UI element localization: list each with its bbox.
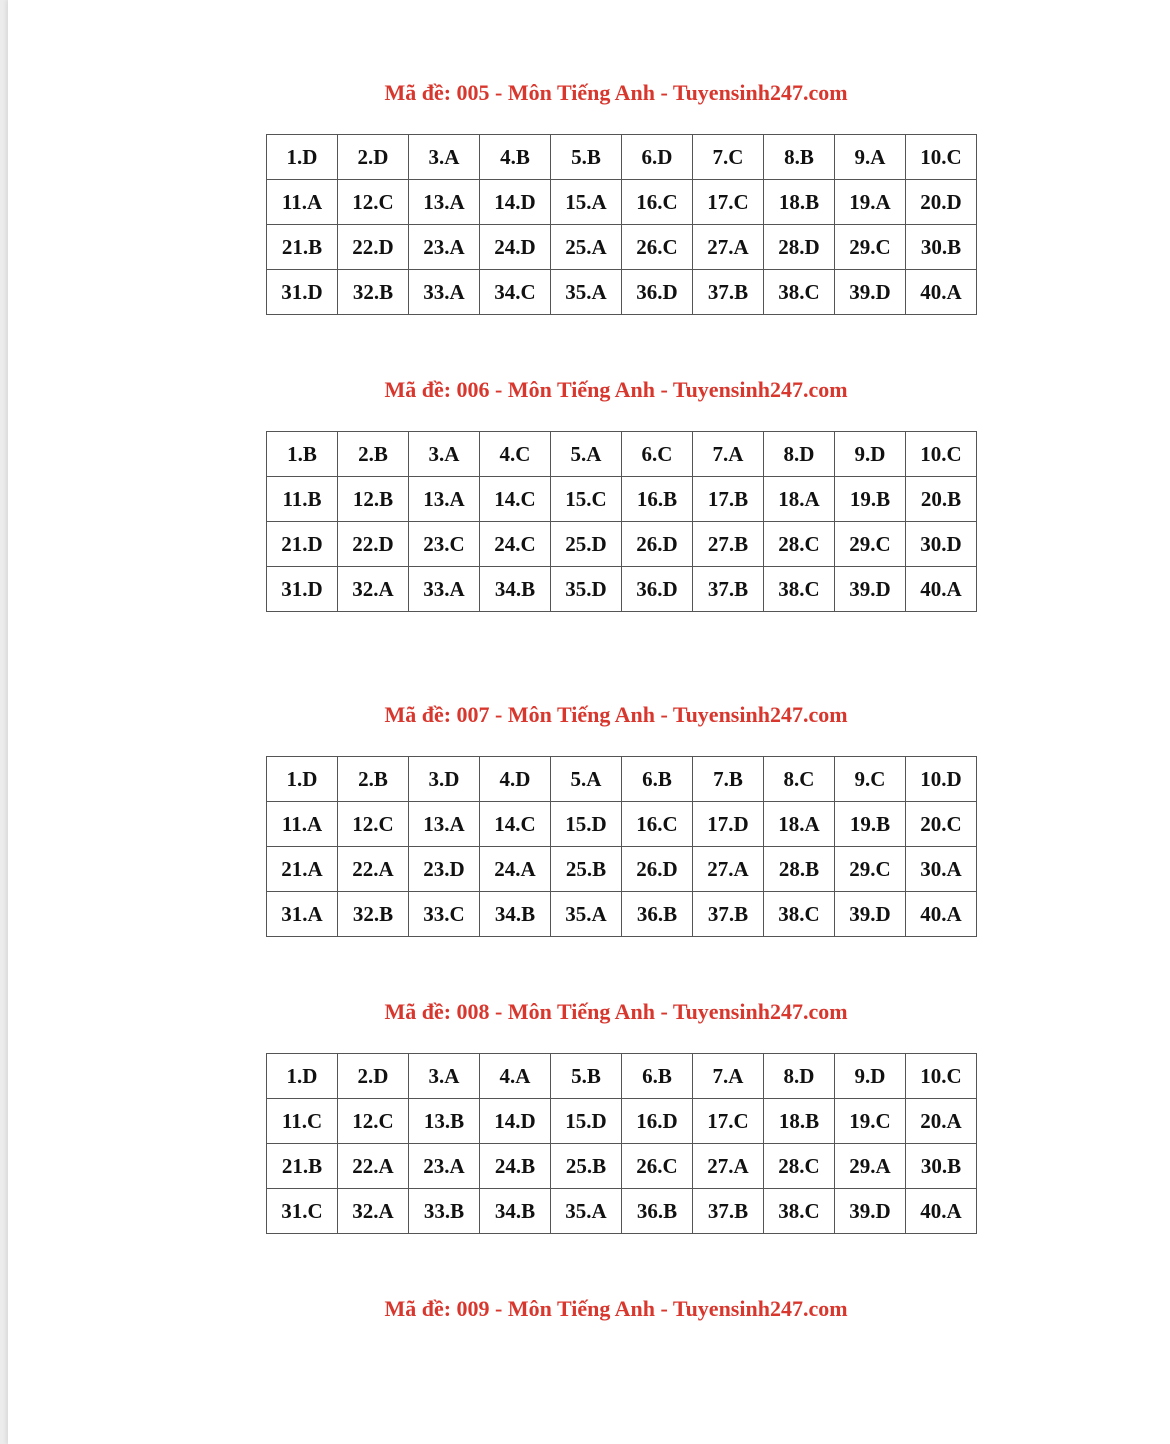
answer-cell: 22.D [338, 225, 409, 270]
answer-cell: 32.B [338, 892, 409, 937]
answer-cell: 23.A [409, 1144, 480, 1189]
answer-cell: 36.D [622, 270, 693, 315]
answer-cell: 6.C [622, 432, 693, 477]
answer-cell: 38.C [764, 1189, 835, 1234]
answer-cell: 2.B [338, 432, 409, 477]
answer-cell: 8.B [764, 135, 835, 180]
answer-cell: 3.A [409, 432, 480, 477]
answer-cell: 26.C [622, 1144, 693, 1189]
answer-cell: 7.B [693, 757, 764, 802]
answer-cell: 28.D [764, 225, 835, 270]
answer-cell: 20.D [906, 180, 977, 225]
answer-row [267, 892, 977, 937]
answer-cell: 12.C [338, 802, 409, 847]
answer-key-table-007 [266, 756, 977, 937]
answer-cell: 29.A [835, 1144, 906, 1189]
answer-cell: 33.A [409, 567, 480, 612]
answer-cell: 4.B [480, 135, 551, 180]
answer-cell: 40.A [906, 1189, 977, 1234]
answer-cell: 15.D [551, 802, 622, 847]
answer-cell: 1.D [267, 757, 338, 802]
answer-cell: 31.A [267, 892, 338, 937]
answer-cell: 5.B [551, 135, 622, 180]
answer-row [267, 757, 977, 802]
answer-cell: 12.C [338, 180, 409, 225]
answer-cell: 5.A [551, 432, 622, 477]
answer-cell: 39.D [835, 270, 906, 315]
answer-cell: 35.A [551, 270, 622, 315]
answer-key-heading-008: Mã đề: 008 - Môn Tiếng Anh - Tuyensinh247.com [384, 999, 848, 1024]
answer-cell: 38.C [764, 892, 835, 937]
answer-cell: 6.B [622, 757, 693, 802]
answer-cell: 18.B [764, 1099, 835, 1144]
answer-cell: 19.C [835, 1099, 906, 1144]
answer-cell: 18.A [764, 802, 835, 847]
answer-row [267, 1144, 977, 1189]
answer-cell: 25.B [551, 1144, 622, 1189]
answer-cell: 39.D [835, 567, 906, 612]
answer-cell: 27.A [693, 847, 764, 892]
answer-key-heading-009: Mã đề: 009 - Môn Tiếng Anh - Tuyensinh247.com [384, 1296, 848, 1321]
answer-cell: 25.D [551, 522, 622, 567]
answer-cell: 36.B [622, 892, 693, 937]
answer-cell: 35.A [551, 892, 622, 937]
answer-cell: 4.D [480, 757, 551, 802]
answer-cell: 34.B [480, 1189, 551, 1234]
answer-cell: 14.D [480, 180, 551, 225]
answer-cell: 11.A [267, 802, 338, 847]
answer-cell: 10.D [906, 757, 977, 802]
answer-cell: 25.A [551, 225, 622, 270]
answer-cell: 22.A [338, 847, 409, 892]
answer-cell: 21.B [267, 225, 338, 270]
answer-cell: 39.D [835, 1189, 906, 1234]
answer-cell: 6.D [622, 135, 693, 180]
answer-cell: 6.B [622, 1054, 693, 1099]
answer-key-heading-006: Mã đề: 006 - Môn Tiếng Anh - Tuyensinh247.com [384, 377, 848, 402]
answer-cell: 29.C [835, 522, 906, 567]
answer-cell: 16.B [622, 477, 693, 522]
answer-cell: 21.B [267, 1144, 338, 1189]
answer-row [267, 180, 977, 225]
answer-cell: 29.C [835, 847, 906, 892]
answer-cell: 8.C [764, 757, 835, 802]
answer-cell: 22.D [338, 522, 409, 567]
answer-key-table-005 [266, 134, 977, 315]
answer-cell: 23.A [409, 225, 480, 270]
answer-cell: 40.A [906, 892, 977, 937]
answer-cell: 13.A [409, 802, 480, 847]
answer-cell: 10.C [906, 135, 977, 180]
answer-cell: 15.A [551, 180, 622, 225]
answer-cell: 25.B [551, 847, 622, 892]
answer-cell: 4.A [480, 1054, 551, 1099]
answer-key-table-008 [266, 1053, 977, 1234]
answer-cell: 21.D [267, 522, 338, 567]
answer-cell: 27.A [693, 225, 764, 270]
answer-cell: 34.C [480, 270, 551, 315]
answer-cell: 18.B [764, 180, 835, 225]
answer-cell: 40.A [906, 567, 977, 612]
answer-cell: 28.C [764, 1144, 835, 1189]
answer-cell: 20.C [906, 802, 977, 847]
answer-cell: 15.D [551, 1099, 622, 1144]
answer-cell: 2.B [338, 757, 409, 802]
answer-cell: 9.D [835, 432, 906, 477]
answer-cell: 12.B [338, 477, 409, 522]
answer-row [267, 1054, 977, 1099]
answer-cell: 8.D [764, 432, 835, 477]
answer-cell: 32.A [338, 1189, 409, 1234]
answer-key-heading-005: Mã đề: 005 - Môn Tiếng Anh - Tuyensinh247.com [384, 80, 848, 105]
answer-cell: 2.D [338, 1054, 409, 1099]
answer-cell: 30.D [906, 522, 977, 567]
answer-cell: 38.C [764, 270, 835, 315]
answer-cell: 27.A [693, 1144, 764, 1189]
answer-cell: 38.C [764, 567, 835, 612]
answer-cell: 28.C [764, 522, 835, 567]
answer-cell: 24.C [480, 522, 551, 567]
answer-row [267, 1099, 977, 1144]
answer-cell: 33.A [409, 270, 480, 315]
answer-cell: 12.C [338, 1099, 409, 1144]
answer-cell: 7.A [693, 432, 764, 477]
answer-cell: 28.B [764, 847, 835, 892]
answer-cell: 13.A [409, 180, 480, 225]
answer-cell: 24.A [480, 847, 551, 892]
answer-cell: 16.D [622, 1099, 693, 1144]
answer-cell: 14.D [480, 1099, 551, 1144]
answer-cell: 4.C [480, 432, 551, 477]
answer-row [267, 135, 977, 180]
answer-row [267, 270, 977, 315]
answer-cell: 8.D [764, 1054, 835, 1099]
answer-cell: 1.B [267, 432, 338, 477]
answer-cell: 23.D [409, 847, 480, 892]
answer-cell: 26.D [622, 847, 693, 892]
answer-cell: 27.B [693, 522, 764, 567]
answer-cell: 17.C [693, 1099, 764, 1144]
answer-cell: 36.B [622, 1189, 693, 1234]
answer-row [267, 567, 977, 612]
answer-cell: 14.C [480, 477, 551, 522]
answer-cell: 22.A [338, 1144, 409, 1189]
answer-cell: 34.B [480, 892, 551, 937]
answer-cell: 37.B [693, 1189, 764, 1234]
answer-cell: 26.D [622, 522, 693, 567]
answer-cell: 30.A [906, 847, 977, 892]
answer-cell: 31.D [267, 567, 338, 612]
answer-cell: 1.D [267, 135, 338, 180]
answer-key-heading-007: Mã đề: 007 - Môn Tiếng Anh - Tuyensinh247.com [384, 702, 848, 727]
answer-cell: 32.B [338, 270, 409, 315]
answer-cell: 32.A [338, 567, 409, 612]
answer-cell: 30.B [906, 1144, 977, 1189]
answer-cell: 17.D [693, 802, 764, 847]
answer-row [267, 522, 977, 567]
answer-cell: 30.B [906, 225, 977, 270]
answer-row [267, 847, 977, 892]
answer-cell: 5.B [551, 1054, 622, 1099]
answer-cell: 16.C [622, 180, 693, 225]
answer-cell: 17.B [693, 477, 764, 522]
answer-cell: 5.A [551, 757, 622, 802]
answer-cell: 31.D [267, 270, 338, 315]
answer-row [267, 477, 977, 522]
answer-cell: 7.A [693, 1054, 764, 1099]
answer-cell: 9.A [835, 135, 906, 180]
answer-cell: 21.A [267, 847, 338, 892]
answer-cell: 23.C [409, 522, 480, 567]
answer-cell: 29.C [835, 225, 906, 270]
answer-cell: 13.A [409, 477, 480, 522]
answer-cell: 26.C [622, 225, 693, 270]
answer-cell: 16.C [622, 802, 693, 847]
answer-cell: 33.C [409, 892, 480, 937]
answer-cell: 15.C [551, 477, 622, 522]
answer-row [267, 1189, 977, 1234]
answer-key-table-006 [266, 431, 977, 612]
answer-cell: 14.C [480, 802, 551, 847]
answer-cell: 3.D [409, 757, 480, 802]
answer-cell: 9.D [835, 1054, 906, 1099]
answer-cell: 20.A [906, 1099, 977, 1144]
answer-cell: 40.A [906, 270, 977, 315]
answer-cell: 11.C [267, 1099, 338, 1144]
answer-cell: 33.B [409, 1189, 480, 1234]
answer-cell: 7.C [693, 135, 764, 180]
answer-cell: 19.A [835, 180, 906, 225]
answer-cell: 36.D [622, 567, 693, 612]
answer-cell: 10.C [906, 432, 977, 477]
answer-cell: 9.C [835, 757, 906, 802]
answer-cell: 2.D [338, 135, 409, 180]
answer-cell: 3.A [409, 1054, 480, 1099]
answer-cell: 35.D [551, 567, 622, 612]
answer-cell: 24.B [480, 1144, 551, 1189]
answer-cell: 37.B [693, 567, 764, 612]
answer-cell: 11.A [267, 180, 338, 225]
answer-cell: 17.C [693, 180, 764, 225]
answer-row [267, 432, 977, 477]
answer-cell: 19.B [835, 477, 906, 522]
answer-cell: 3.A [409, 135, 480, 180]
answer-cell: 10.C [906, 1054, 977, 1099]
answer-cell: 11.B [267, 477, 338, 522]
answer-cell: 34.B [480, 567, 551, 612]
answer-cell: 18.A [764, 477, 835, 522]
answer-cell: 37.B [693, 270, 764, 315]
answer-cell: 31.C [267, 1189, 338, 1234]
answer-cell: 20.B [906, 477, 977, 522]
answer-cell: 13.B [409, 1099, 480, 1144]
answer-cell: 37.B [693, 892, 764, 937]
answer-cell: 39.D [835, 892, 906, 937]
answer-row [267, 802, 977, 847]
answer-cell: 19.B [835, 802, 906, 847]
answer-row [267, 225, 977, 270]
answer-cell: 35.A [551, 1189, 622, 1234]
answer-cell: 24.D [480, 225, 551, 270]
answer-cell: 1.D [267, 1054, 338, 1099]
